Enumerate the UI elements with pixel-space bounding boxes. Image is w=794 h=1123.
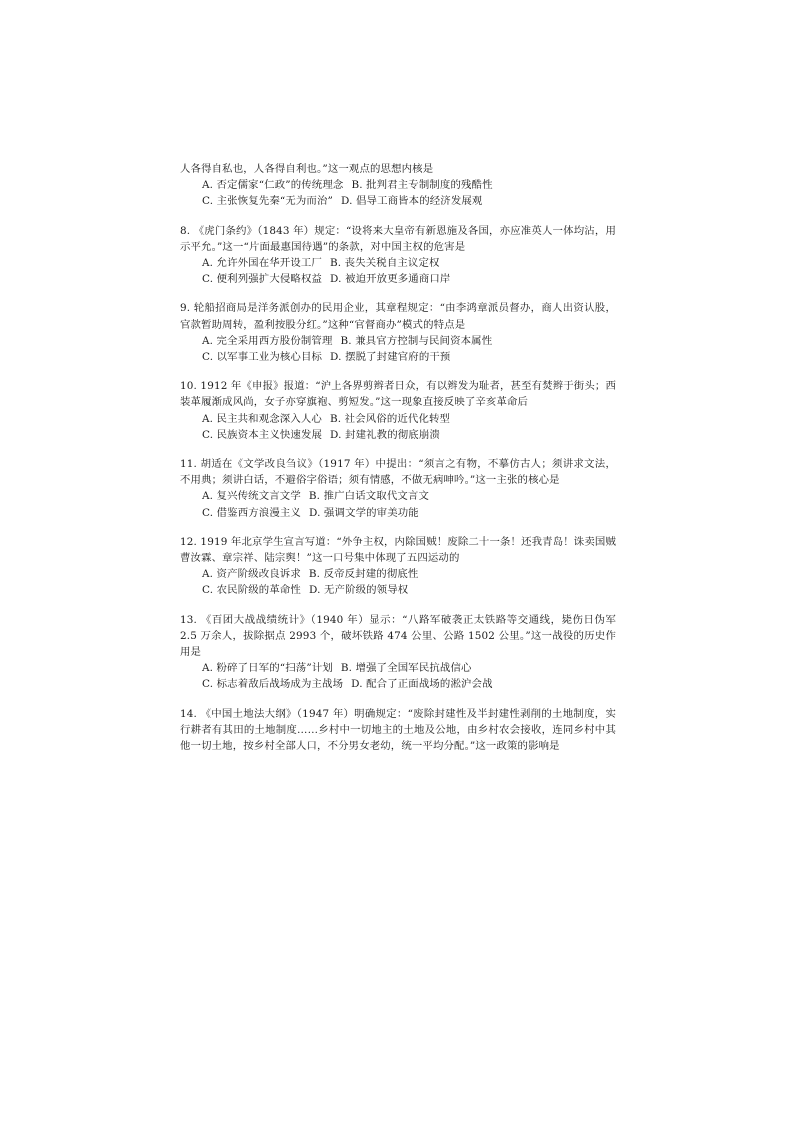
option-row: [180, 271, 616, 287]
option-row: [180, 582, 616, 598]
option-c: C. 便利列强扩大侵略权益: [202, 273, 323, 286]
question-text: 13. 《百团大战战绩统计》（1940 年）显示：“八路军破袭正太铁路等交通线，毙伤日伪军 2.5 万余人，拔除据点 2993 个，破坏铁路 474 公里、公路 1502 公里。”这一战役的历史作用是: [180, 613, 616, 659]
question-text: 9. 轮船招商局是洋务派创办的民用企业，其章程规定：“由李鸿章派员督办，商人出资认股，官款暂助周转，盈利按股分红。”这种“官督商办”模式的特点是: [180, 302, 616, 331]
option-d: D. 强调文学的审美功能: [308, 506, 419, 519]
option-c: C. 以军事工业为核心目标: [202, 351, 323, 364]
option-c: C. 借鉴西方浪漫主义: [202, 506, 301, 519]
option-d: D. 封建礼教的彻底崩溃: [330, 428, 440, 441]
option-row: [180, 333, 616, 349]
question-text: 8. 《虎门条约》（1843 年）规定：“设将来大皇帝有新恩施及各国，亦应准英人一体均沾，用示平允。”这一“片面最惠国待遇”的条款，对中国主权的危害是: [180, 224, 616, 253]
option-a: A. 粉碎了日军的“扫荡”计划: [202, 662, 333, 675]
option-c: C. 标志着敌后战场成为主战场: [202, 678, 344, 691]
question-9: [180, 300, 616, 365]
option-a: A. 民主共和观念深入人心: [202, 412, 322, 425]
option-b: B. 丧失关税自主议定权: [329, 257, 440, 270]
option-d: D. 无产阶级的领导权: [308, 584, 409, 597]
option-row: [180, 411, 616, 427]
question-11: [180, 456, 616, 521]
option-row: [180, 349, 616, 365]
option-c: C. 主张恢复先秦“无为而治”: [202, 195, 333, 208]
option-row: [180, 255, 616, 271]
option-a: A. 资产阶级改良诉求: [202, 568, 301, 581]
option-b: B. 推广白话文取代文言文: [308, 490, 429, 503]
option-b: B. 反帝反封建的彻底性: [308, 568, 419, 581]
option-a: A. 允许外国在华开设工厂: [202, 257, 322, 270]
option-row: [180, 505, 616, 521]
question-14: [180, 706, 616, 755]
option-b: B. 社会风俗的近代化转型: [329, 412, 451, 425]
question-text: 10. 1912 年《申报》报道：“沪上各界剪辫者日众，有以辫发为耻者，甚至有焚辫于街头；西装革履渐成风尚，女子亦穿旗袍、剪短发。”这一现象直接反映了辛亥革命后: [180, 380, 616, 409]
option-b: B. 兼具官方控制与民间资本属性: [340, 334, 493, 347]
question-text: 人各得自私也，人各得自利也。”这一观点的思想内核是: [180, 163, 434, 175]
question-13: [180, 612, 616, 693]
option-d: D. 被迫开放更多通商口岸: [330, 273, 451, 286]
option-row: [180, 177, 616, 193]
question-text: 11. 胡适在《文学改良刍议》（1917 年）中提出：“须言之有物，不摹仿古人；须讲求文法，不用典；须讲白话，不避俗字俗语；须有情感，不做无病呻吟。”这一主张的核心是: [180, 458, 616, 487]
question-text: 12. 1919 年北京学生宣言写道：“外争主权，内除国贼！废除二十一条！还我青岛！诛卖国贼曹汝霖、章宗祥、陆宗舆！”这一口号集中体现了五四运动的: [180, 535, 616, 565]
question-12: [180, 534, 616, 599]
option-b: B. 批判君主专制制度的残酷性: [351, 179, 493, 192]
option-d: D. 倡导工商皆本的经济发展观: [340, 195, 483, 208]
exam-page: [180, 161, 616, 754]
option-a: A. 否定儒家“仁政”的传统理念: [202, 179, 344, 192]
option-row: [180, 660, 616, 676]
question-10: [180, 378, 616, 443]
option-row: [180, 193, 616, 209]
option-d: D. 配合了正面战场的淞沪会战: [351, 678, 493, 691]
question-7-continuation: [180, 161, 616, 210]
option-row: [180, 488, 616, 504]
option-row: [180, 427, 616, 443]
question-8: [180, 223, 616, 288]
option-c: C. 农民阶级的革命性: [202, 584, 301, 597]
option-c: C. 民族资本主义快速发展: [202, 428, 323, 441]
option-row: [180, 676, 616, 692]
option-b: B. 增强了全国军民抗战信心: [340, 662, 472, 675]
question-text: 14. 《中国土地法大纲》（1947 年）明确规定：“废除封建性及半封建性剥削的土地制度，实行耕者有其田的土地制度……乡村中一切地主的土地及公地，由乡村农会接收，连同乡村中其他一切土地，按乡村全部人口，不分男女老幼，统一平均分配。”这一政策的影响是: [180, 707, 616, 753]
option-d: D. 摆脱了封建官府的干预: [330, 351, 451, 364]
option-a: A. 完全采用西方股份制管理: [202, 334, 333, 347]
option-row: [180, 566, 616, 582]
option-a: A. 复兴传统文言文学: [202, 490, 301, 503]
